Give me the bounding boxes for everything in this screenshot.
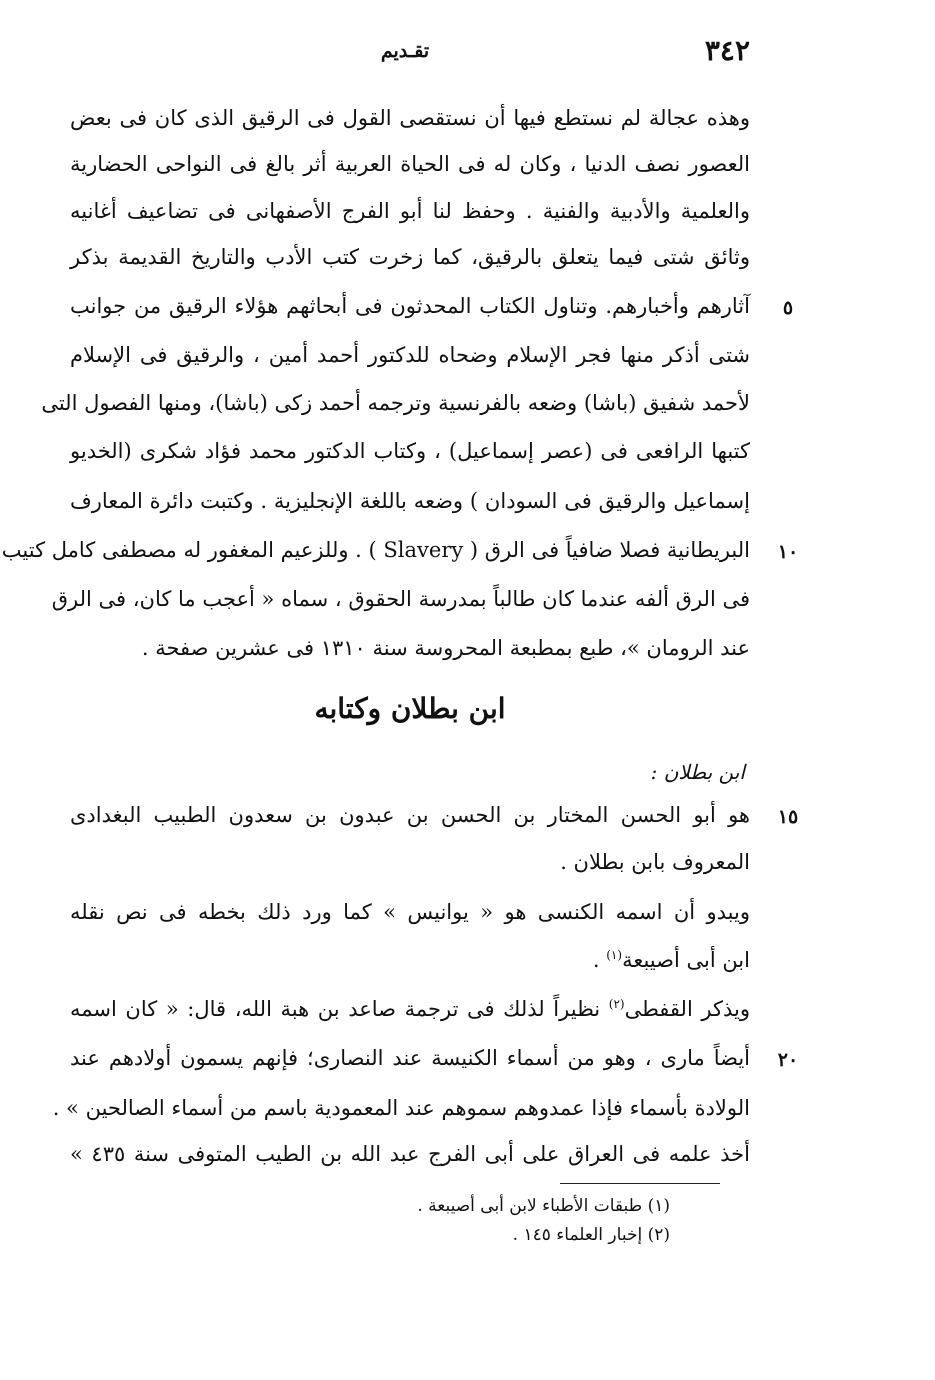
line-number: ١٠ [777, 541, 799, 563]
text-line: ابن أبى أصيبعة$^{(١)}$ . [592, 948, 750, 972]
text-line: الولادة بأسماء فإذا عمدوهم سموهم عند المعمودية باسم من أسماء الصالحين » . [52, 1096, 750, 1120]
text-line: وهذه عجالة لم نستطع فيها أن نستقصى القول فى الرقيق الذى كان فى بعض [70, 106, 750, 130]
text-line: هو أبو الحسن المختار بن الحسن بن عبدون بن سعدون الطبيب البغدادى [70, 803, 750, 827]
footnote-divider [560, 1183, 720, 1184]
text-fragment: ابن أبى أصيبعة [622, 948, 750, 972]
running-head: تقـديم [380, 40, 430, 62]
text-line: العصور نصف الدنيا ، وكان له فى الحياة العربية أثر بالغ فى النواحى الحضارية [70, 152, 750, 176]
text-line: عند الرومان »، طبع بمطبعة المحروسة سنة ١٣١٠ فى عشرين صفحة . [141, 636, 750, 660]
text-fragment: نظيراً لذلك فى ترجمة صاعد بن هبة الله، قال: « كان اسمه [70, 997, 601, 1021]
text-line: ويبدو أن اسمه الكنسى هو « يوانيس » كما ورد ذلك بخطه فى نص نقله [70, 900, 750, 924]
text-line: آثارهم وأخبارهم. وتناول الكتاب المحدثون فى أبحاثهم هؤلاء الرقيق من جوانب [70, 294, 750, 318]
text-line: كتبها الرافعى فى (عصر إسماعيل) ، وكتاب الدكتور محمد فؤاد شكرى (الخديو [70, 439, 750, 463]
text-line: أخذ علمه فى العراق على أبى الفرج عبد الله بن الطيب المتوفى سنة ٤٣٥ » [70, 1142, 750, 1166]
line-number: ١٥ [777, 806, 799, 828]
text-line: لأحمد شفيق (باشا) وضعه بالفرنسية وترجمه أحمد زكى (باشا)، ومنها الفصول التى [41, 391, 750, 415]
footnote: (٢) إخبار العلماء ١٤٥ . [512, 1225, 670, 1245]
text-line: البريطانية فصلا ضافياً فى الرق ( Slavery ) . وللزعيم المغفور له مصطفى كامل كتيب [1, 538, 750, 562]
subheading: ابن بطلان : [650, 760, 745, 784]
text-line: المعروف بابن بطلان . [560, 850, 750, 874]
text-line: فى الرق ألفه عندما كان طالباً بمدرسة الحقوق ، سماه « أعجب ما كان، فى الرق [51, 587, 750, 611]
text-line: والعلمية والأدبية والفنية . وحفظ لنا أبو الفرج الأصفهانى فى تضاعيف أغانيه [70, 199, 750, 223]
footnote-marker: (٢) [608, 997, 625, 1011]
page-number: ٣٤٢ [704, 34, 750, 67]
text-fragment: ويذكر القفطى [624, 997, 750, 1021]
text-line: وثائق شتى فيما يتعلق بالرقيق، كما زخرت كتب الأدب والتاريخ القديمة بذكر [70, 245, 750, 269]
text-line: أيضاً مارى ، وهو من أسماء الكنيسة عند النصارى؛ فإنهم يسمون أولادهم عند [70, 1046, 750, 1070]
text-line: شتى أذكر منها فجر الإسلام وضحاه للدكتور أحمد أمين ، والرقيق فى الإسلام [70, 343, 750, 367]
text-line: إسماعيل والرقيق فى السودان ) وضعه باللغة الإنجليزية . وكتبت دائرة المعارف [70, 489, 750, 513]
footnote: (١) طبقات الأطباء لابن أبى أصيبعة . [417, 1196, 670, 1216]
text-line [70, 993, 750, 1029]
line-number: ٢٠ [777, 1049, 799, 1071]
page-header [60, 34, 750, 74]
footnote-marker: (١) [606, 948, 623, 962]
section-title: ابن بطلان وكتابه [314, 692, 506, 725]
line-number: ٥ [782, 297, 794, 319]
